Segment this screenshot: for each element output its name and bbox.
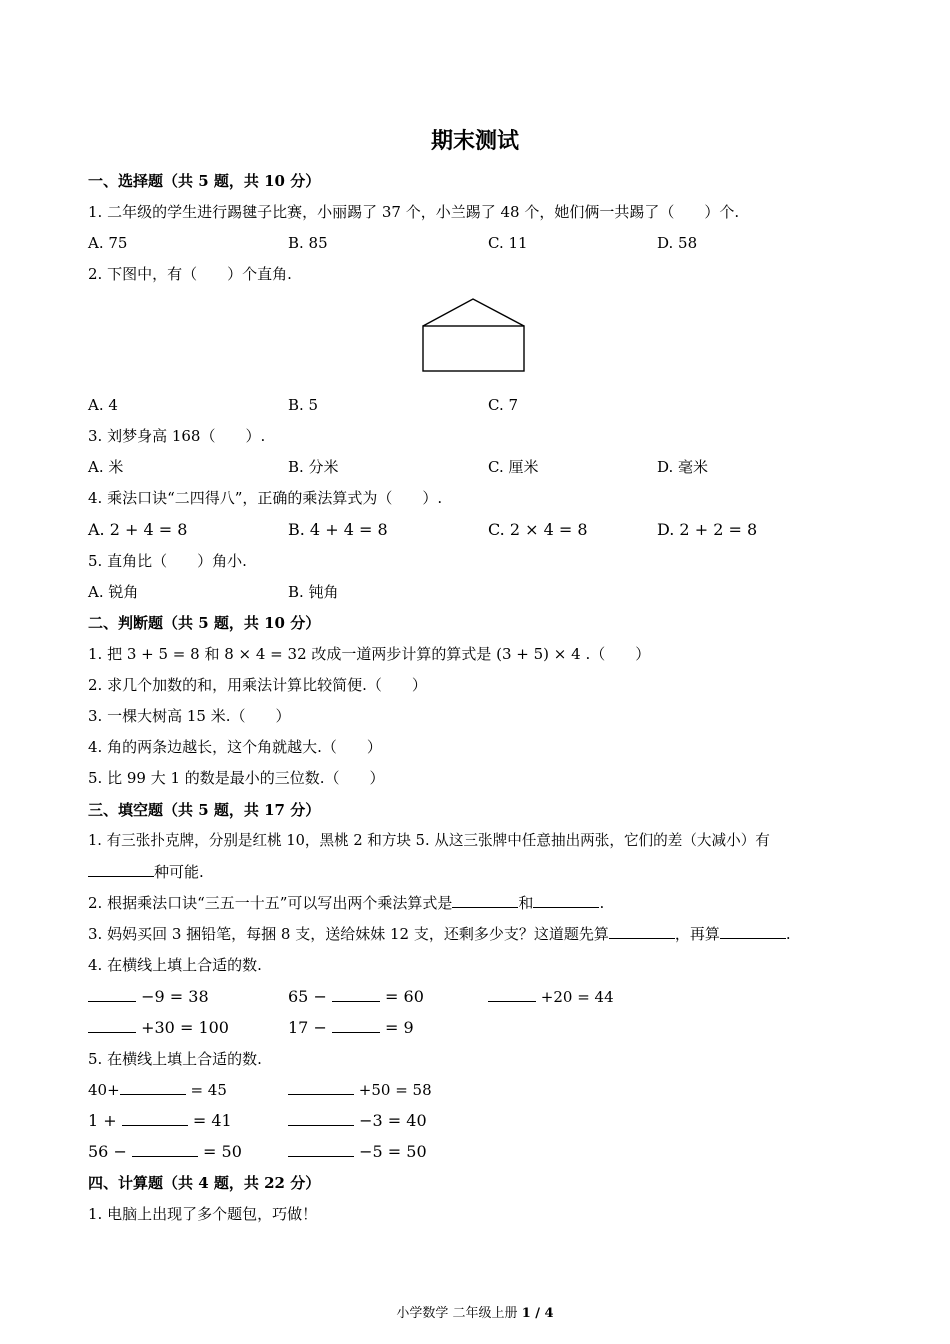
s3-q2 bbox=[88, 893, 604, 913]
answer-blank[interactable] bbox=[288, 1080, 354, 1095]
s1-q1-option-b: B. 85 bbox=[288, 234, 328, 252]
s1-q5-option-b: B. 钝角 bbox=[288, 583, 339, 601]
eq-text: 40+ bbox=[88, 1081, 120, 1099]
s3-q4-eq2 bbox=[288, 987, 424, 1007]
s1-q2-option-c: C. 7 bbox=[488, 396, 519, 414]
answer-blank[interactable] bbox=[122, 1111, 188, 1126]
eq-text: = 60 bbox=[385, 987, 424, 1006]
eq-text: 56 − bbox=[88, 1142, 127, 1161]
s1-q1-stem: 1. 二年级的学生进行踢毽子比赛，小丽踢了 37 个，小兰踢了 48 个，她们俩一共踢了（ ）个. bbox=[88, 203, 740, 221]
eq-text: = 41 bbox=[192, 1111, 232, 1130]
eq-text: = 50 bbox=[203, 1142, 242, 1161]
s1-q3-option-d: D. 毫米 bbox=[657, 458, 709, 476]
eq-text: 65 − bbox=[288, 987, 327, 1006]
s1-q5-option-a: A. 锐角 bbox=[88, 583, 139, 601]
s3-q2-end: . bbox=[599, 894, 605, 912]
answer-blank[interactable] bbox=[288, 1111, 354, 1126]
s3-q3-end: . bbox=[785, 925, 791, 943]
s3-q5-stem: 5. 在横线上填上合适的数. bbox=[88, 1050, 262, 1068]
s1-q4-option-d: D. 2 + 2 = 8 bbox=[657, 520, 758, 539]
answer-blank[interactable] bbox=[88, 987, 136, 1002]
answer-blank[interactable] bbox=[132, 1142, 198, 1157]
s3-q3 bbox=[88, 924, 791, 944]
answer-blank[interactable] bbox=[452, 893, 518, 908]
s3-q1-line1: 1. 有三张扑克牌，分别是红桃 10，黑桃 2 和方块 5. 从这三张牌中任意抽出两张，它们的差（大减小）有 bbox=[88, 832, 770, 849]
s4-q1: 1. 电脑上出现了多个题包，巧做！ bbox=[88, 1205, 318, 1223]
eq-text: −9 = 38 bbox=[141, 987, 209, 1006]
s1-q2-option-b: B. 5 bbox=[288, 396, 319, 414]
answer-blank[interactable] bbox=[88, 862, 154, 877]
answer-blank[interactable] bbox=[332, 987, 380, 1002]
eq-text: 1 + bbox=[88, 1111, 117, 1130]
s1-q1-option-a: A. 75 bbox=[88, 234, 128, 252]
s3-q1-line2-text: 种可能. bbox=[154, 863, 204, 881]
s3-q1-line2 bbox=[88, 862, 204, 882]
s3-q5-eq1 bbox=[88, 1080, 227, 1100]
s3-q4-eq5 bbox=[288, 1018, 414, 1038]
eq-text: +30 = 100 bbox=[141, 1018, 229, 1037]
section3-heading: 三、填空题（共 5 题，共 17 分） bbox=[88, 801, 321, 819]
s1-q1-option-d: D. 58 bbox=[657, 234, 698, 252]
s1-q4-option-a: A. 2 + 4 = 8 bbox=[88, 520, 188, 539]
s3-q4-eq4 bbox=[88, 1018, 229, 1038]
s3-q5-eq4 bbox=[288, 1111, 427, 1131]
s1-q3-stem: 3. 刘梦身高 168（ ）. bbox=[88, 427, 266, 445]
footer-subject: 小学数学 二年级上册 bbox=[396, 1306, 518, 1321]
house-shape-figure bbox=[420, 296, 528, 376]
s1-q3-option-c: C. 厘米 bbox=[488, 458, 539, 476]
s3-q5-eq5 bbox=[88, 1142, 242, 1162]
eq-text: +50 = 58 bbox=[358, 1081, 432, 1099]
answer-blank[interactable] bbox=[332, 1018, 380, 1033]
s3-q4-eq3 bbox=[488, 987, 614, 1007]
s3-q2-mid: 和 bbox=[518, 894, 534, 912]
s3-q3-text: 3. 妈妈买回 3 捆铅笔，每捆 8 支，送给妹妹 12 支，还剩多少支？这道题先算 bbox=[88, 925, 609, 943]
page-title: 期末测试 bbox=[430, 128, 519, 154]
s3-q2-text: 2. 根据乘法口诀“三五一十五”可以写出两个乘法算式是 bbox=[88, 894, 453, 912]
section1-heading: 一、选择题（共 5 题，共 10 分） bbox=[88, 172, 321, 190]
eq-text: = 9 bbox=[385, 1018, 414, 1037]
s2-q5: 5. 比 99 大 1 的数是最小的三位数.（ ） bbox=[88, 769, 385, 787]
figure-rectangle bbox=[423, 326, 524, 371]
eq-text: = 45 bbox=[190, 1081, 227, 1099]
section2-heading: 二、判断题（共 5 题，共 10 分） bbox=[88, 614, 321, 632]
eq-text: 17 − bbox=[288, 1018, 327, 1037]
s1-q4-stem: 4. 乘法口诀“二四得八”，正确的乘法算式为（ ）. bbox=[88, 489, 443, 507]
s1-q3-option-b: B. 分米 bbox=[288, 458, 339, 476]
s3-q4-eq1 bbox=[88, 987, 209, 1007]
answer-blank[interactable] bbox=[609, 924, 675, 939]
answer-blank[interactable] bbox=[488, 987, 536, 1002]
s1-q4-option-c: C. 2 × 4 = 8 bbox=[488, 520, 588, 539]
s3-q3-mid: ，再算 bbox=[674, 925, 720, 943]
answer-blank[interactable] bbox=[533, 893, 599, 908]
answer-blank[interactable] bbox=[720, 924, 786, 939]
s1-q2-option-a: A. 4 bbox=[88, 396, 118, 414]
s3-q5-eq3 bbox=[88, 1111, 232, 1131]
footer-page-number: 1 / 4 bbox=[521, 1306, 554, 1321]
answer-blank[interactable] bbox=[288, 1142, 354, 1157]
figure-roof bbox=[423, 299, 524, 326]
section4-heading: 四、计算题（共 4 题，共 22 分） bbox=[88, 1174, 321, 1192]
eq-text: −3 = 40 bbox=[359, 1111, 427, 1130]
s3-q5-eq6 bbox=[288, 1142, 427, 1162]
s1-q3-option-a: A. 米 bbox=[88, 458, 124, 476]
s1-q4-option-b: B. 4 + 4 = 8 bbox=[288, 520, 388, 539]
s2-q2: 2. 求几个加数的和，用乘法计算比较简便.（ ） bbox=[88, 676, 427, 694]
s2-q4: 4. 角的两条边越长，这个角就越大.（ ） bbox=[88, 738, 382, 756]
s1-q5-stem: 5. 直角比（ ）角小. bbox=[88, 552, 247, 570]
s3-q4-stem: 4. 在横线上填上合适的数. bbox=[88, 956, 262, 974]
eq-text: −5 = 50 bbox=[359, 1142, 427, 1161]
answer-blank[interactable] bbox=[88, 1018, 136, 1033]
s2-q1: 1. 把 3 + 5 = 8 和 8 × 4 = 32 改成一道两步计算的算式是 (3 + 5) × 4 .（ ） bbox=[88, 645, 651, 663]
eq-text: +20 = 44 bbox=[540, 988, 614, 1006]
s1-q2-stem: 2. 下图中，有（ ）个直角. bbox=[88, 265, 292, 283]
s1-q1-option-c: C. 11 bbox=[488, 234, 528, 252]
s2-q3: 3. 一棵大树高 15 米.（ ） bbox=[88, 707, 291, 725]
s3-q5-eq2 bbox=[288, 1080, 432, 1100]
page-footer bbox=[0, 1305, 950, 1323]
answer-blank[interactable] bbox=[120, 1080, 186, 1095]
